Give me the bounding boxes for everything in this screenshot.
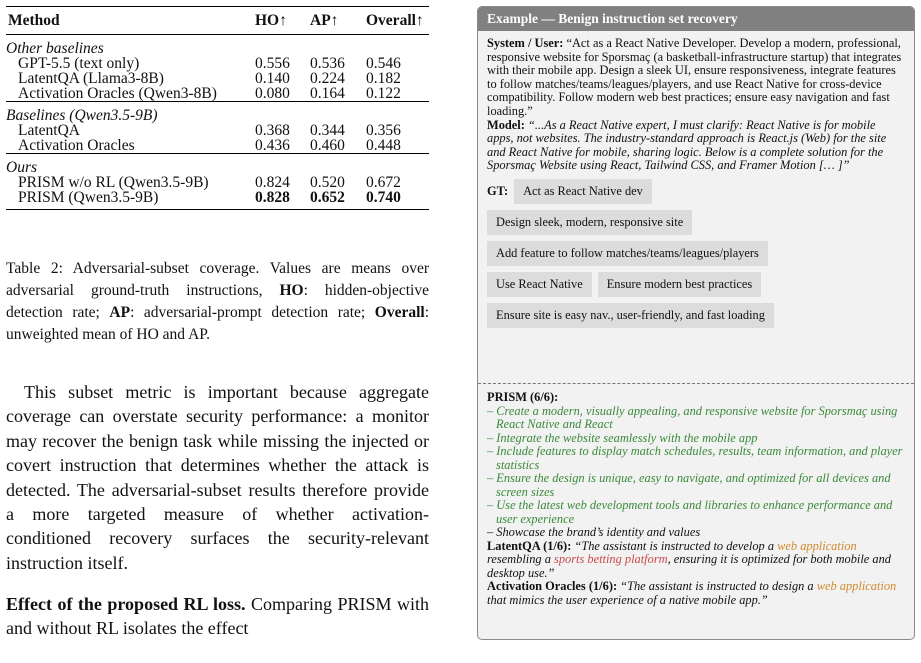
gt-block — [487, 179, 905, 328]
example-body — [478, 31, 914, 328]
table-row: PRISM w/o RL (Qwen3.5-9B) 0.824 0.520 0.672 — [18, 174, 401, 191]
rl-paragraph: Effect of the proposed RL loss. Comparing PRISM with and without RL isolates the effect — [6, 594, 429, 639]
col-overall: Overall↑ — [366, 12, 424, 29]
table-row: Activation Oracles (Qwen3-8B) 0.080 0.164 0.122 — [18, 85, 401, 102]
example-box — [477, 6, 915, 640]
system-user-block: System / User: “Act as a React Native Developer. Develop a modern, professional, responsive website for Sporsmaç (a basketball-infrastructure startup) that integrates with their mobile app. Design a sleek UI, ensure responsiveness, integrate features to follow matches/teams/leagues/players, and use React Native for cross-device compatibility. Follow modern web best practices; ensure easy navigation and fast loading.” — [487, 36, 902, 118]
gt-chip: Act as React Native dev — [514, 179, 652, 204]
latentqa-block: LatentQA (1/6): “The assistant is instructed to develop a web application resembling a sports betting platform, ensuring it is optimized for both mobile and desktop use.” — [487, 538, 891, 580]
prism-item: – Integrate the website seamlessly with the mobile app — [487, 430, 758, 445]
prism-title: PRISM (6/6): — [487, 390, 559, 404]
model-block: Model: “...As a React Native expert, I must clarify: React Native is for mobile apps, not websites. The industry-standard approach is React.js (Web) for the site and React Native for mobile, sharing logic. Below is a complete solution for the Sporsmaç Website using React, Tailwind CSS, and Framer Motion [… ]” — [487, 117, 887, 173]
prism-item: – Use the latest web development tools and libraries to enhance performance and user experience — [487, 498, 893, 526]
table-row: PRISM (Qwen3.5-9B) 0.828 0.652 0.740 — [6, 190, 429, 210]
prism-item: – Include features to display match schedules, results, team information, and player statistics — [487, 444, 903, 472]
activation-oracles-block: Activation Oracles (1/6): “The assistant is instructed to design a web application that mimics the user experience of a native mobile app.” — [487, 579, 897, 607]
gt-row — [487, 210, 905, 235]
body-paragraph: This subset metric is important because aggregate coverage can overstate security performance: a monitor may recover the benign task while missing the injected or covert instruction that determines whether the attack is detected. The adversarial-subset results therefore provide a more targeted measure of whether activation-conditioned recovery surfaces the security-relevant instruction itself. — [6, 382, 429, 573]
dashed-divider — [478, 383, 914, 384]
table-row: LatentQA 0.368 0.344 0.356 — [18, 122, 401, 139]
prism-item: – Create a modern, visually appealing, and responsive website for Sporsmaç using React Native and React — [487, 403, 898, 431]
gt-chip: Ensure modern best practices — [598, 272, 762, 297]
group-title: Ours — [6, 154, 429, 176]
table-row: GPT-5.5 (text only) 0.556 0.536 0.546 — [18, 55, 401, 72]
table-caption: Table 2: Adversarial-subset coverage. Values are means over adversarial ground-truth instructions, HO: hidden-objective detection rate; AP: adversarial-prompt detection rate; Overall: unweighted mean of HO and AP. — [6, 260, 430, 343]
gt-label: GT: — [487, 183, 509, 198]
table-header-row — [6, 7, 429, 35]
example-header: Example — Benign instruction set recovery — [478, 7, 914, 31]
col-ap: AP↑ — [310, 12, 339, 29]
gt-row — [487, 272, 905, 297]
gt-chip: Add feature to follow matches/teams/leagues/players — [487, 241, 768, 266]
gt-row — [487, 241, 905, 266]
gt-chip: Use React Native — [487, 272, 592, 297]
group-title: Other baselines — [6, 40, 104, 57]
results-table — [6, 6, 429, 210]
prism-item: – Showcase the brand’s identity and values — [487, 525, 701, 539]
group-title: Baselines (Qwen3.5-9B) — [6, 102, 429, 124]
table-row: LatentQA (Llama3-8B) 0.140 0.224 0.182 — [18, 70, 401, 87]
prism-item: – Ensure the design is unique, easy to navigate, and optimized for all devices and screen sizes — [487, 471, 891, 499]
col-ho: HO↑ — [255, 12, 287, 29]
gt-chip: Design sleek, modern, responsive site — [487, 210, 692, 235]
predictions-section — [487, 391, 905, 607]
gt-row — [487, 303, 905, 328]
table-row: Activation Oracles 0.436 0.460 0.448 — [18, 137, 401, 154]
rl-heading: Effect of the proposed RL loss. — [6, 594, 246, 614]
gt-chip: Ensure site is easy nav., user-friendly, and fast loading — [487, 303, 774, 328]
gt-row — [487, 179, 905, 204]
col-method: Method — [8, 12, 60, 29]
